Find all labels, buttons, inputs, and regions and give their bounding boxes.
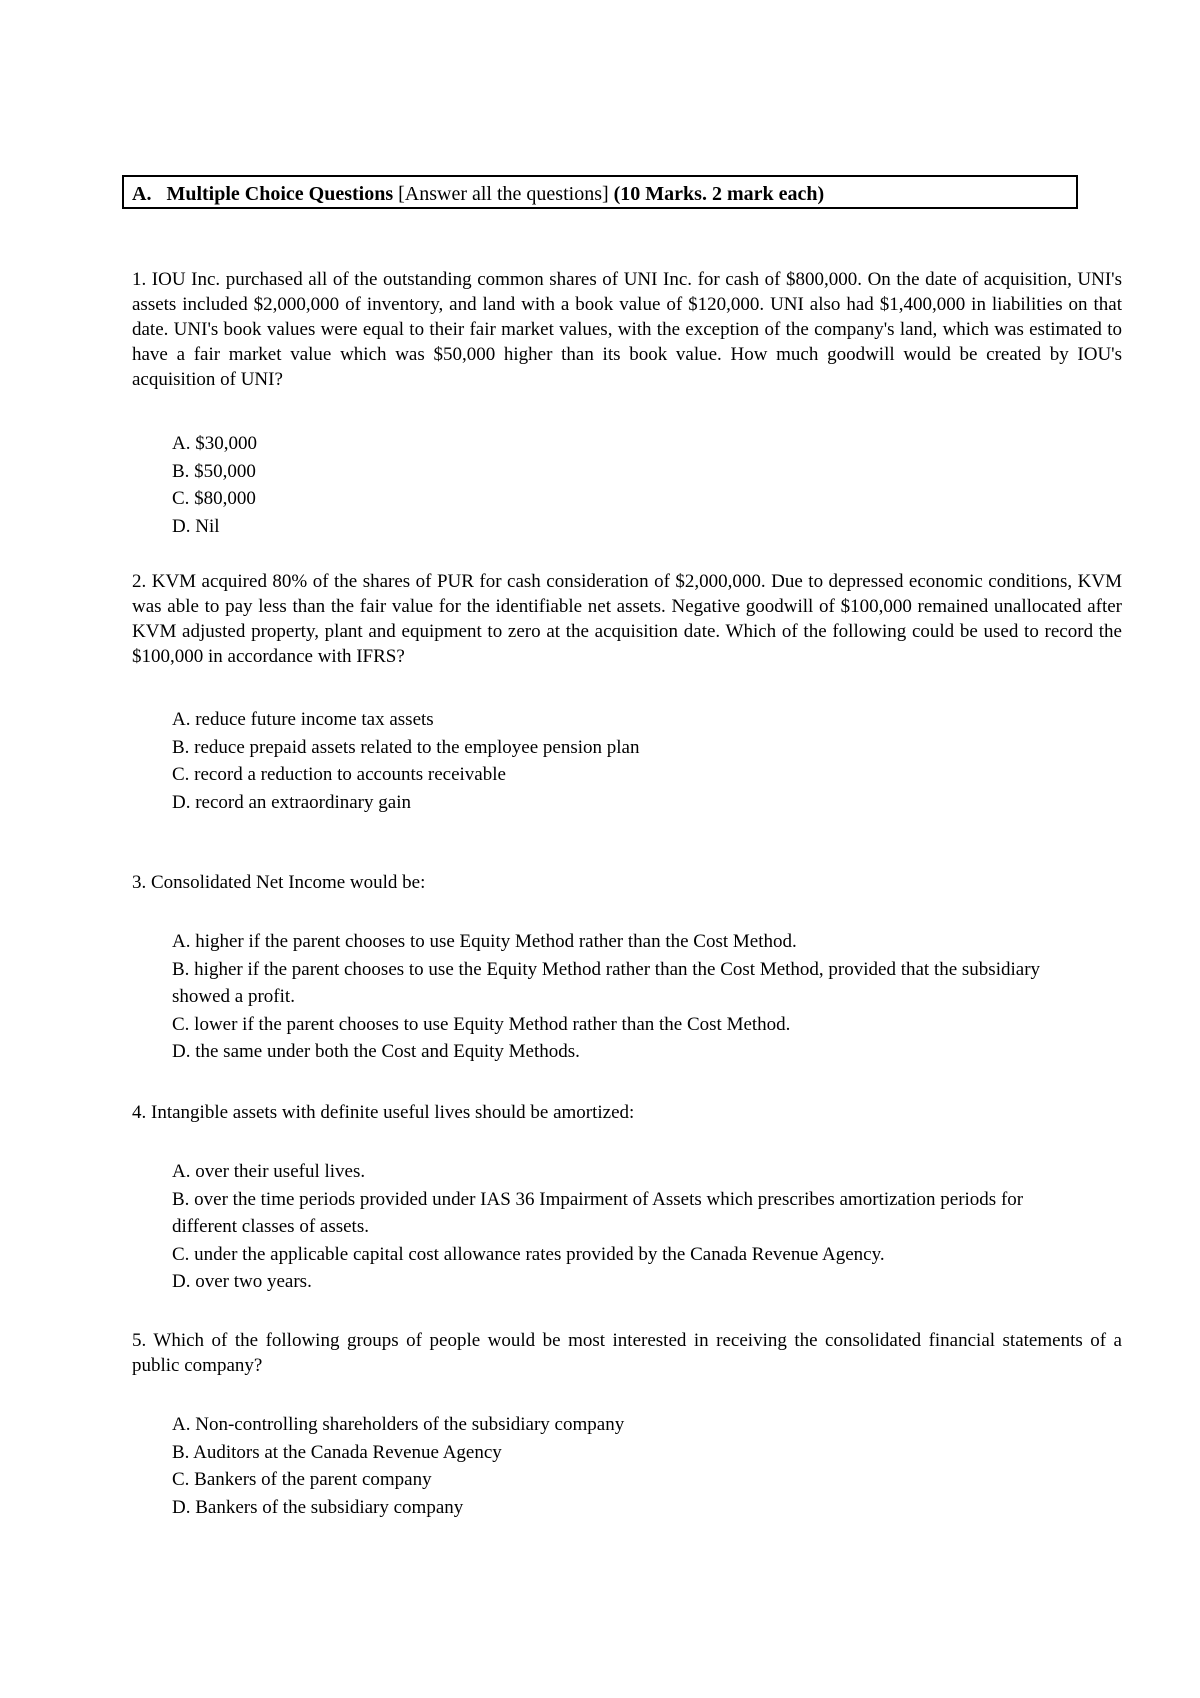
question-5-option-c: C. Bankers of the parent company (172, 1469, 432, 1490)
question-2-option-b: B. reduce prepaid assets related to the employee pension plan (172, 736, 640, 758)
question-1-stem: 1. IOU Inc. purchased all of the outstanding common shares of UNI Inc. for cash of $800,000. On the date of acquisition, UNI's assets included $2,000,000 of inventory, and land with a book value of $120,000. UNI also had $1,400,000 in liabilities on that date. UNI's book values were equal to their fair market values, with the exception of the company's land, which was estimated to have a fair market value which was $50,000 higher than its book value. How much goodwill would be created by IOU's acquisition of UNI? (132, 269, 1122, 390)
question-1-options (172, 430, 1072, 540)
question-5-stem: 5. Which of the following groups of people would be most interested in receiving the consolidated financial statements of a public company? (132, 1330, 1122, 1376)
question-2-stem: 2. KVM acquired 80% of the shares of PUR for cash consideration of $2,000,000. Due to depressed economic conditions, KVM was able to pay less than the fair value for the identifiable net assets. Negative goodwill of $100,000 remained unallocated after KVM adjusted property, plant and equipment to zero at the acquisition date. Which of the following could be used to record the $100,000 in accordance with IFRS? (132, 571, 1122, 667)
section-marks: (10 Marks. 2 mark each) (613, 183, 825, 205)
question-4-option-d: D. over two years. (172, 1271, 312, 1292)
question-4-options (172, 1158, 1072, 1296)
question-3-option-c: C. lower if the parent chooses to use Equity Method rather than the Cost Method. (172, 1013, 791, 1035)
question-1-option-a: A. $30,000 (172, 433, 257, 454)
question-1-option-b: B. $50,000 (172, 460, 256, 482)
question-5-option-d: D. Bankers of the subsidiary company (172, 1496, 464, 1518)
section-header-box (122, 175, 1078, 209)
question-1-option-d: D. Nil (172, 515, 220, 537)
question-4-option-c: C. under the applicable capital cost allowance rates provided by the Canada Revenue Agency. (172, 1243, 885, 1265)
section-instruction: [Answer all the questions] (398, 183, 609, 205)
question-4-option-a: A. over their useful lives. (172, 1161, 366, 1182)
question-5-option-a: A. Non-controlling shareholders of the subsidiary company (172, 1414, 625, 1435)
question-3-options (172, 928, 1072, 1066)
question-4-option-b: B. over the time periods provided under IAS 36 Impairment of Assets which prescribes amortization periods for different classes of assets. (172, 1188, 1024, 1237)
question-5-option-b: B. Auditors at the Canada Revenue Agency (172, 1441, 502, 1463)
question-3-option-d: D. the same under both the Cost and Equity Methods. (172, 1041, 580, 1062)
question-3-option-a: A. higher if the parent chooses to use Equity Method rather than the Cost Method. (172, 931, 797, 952)
question-4-stem: 4. Intangible assets with definite useful lives should be amortized: (132, 1102, 635, 1123)
question-3-stem: 3. Consolidated Net Income would be: (132, 872, 426, 893)
question-2-option-a: A. reduce future income tax assets (172, 709, 434, 730)
question-3-option-b: B. higher if the parent chooses to use the Equity Method rather than the Cost Method, provided that the subsidiary showed a profit. (172, 958, 1041, 1007)
question-2-options (172, 706, 1072, 816)
question-2-option-d: D. record an extraordinary gain (172, 791, 411, 813)
question-1-option-c: C. $80,000 (172, 488, 256, 509)
question-5-options (172, 1411, 1072, 1521)
section-title: Multiple Choice Questions (166, 183, 394, 205)
section-letter: A. (132, 183, 152, 205)
question-2-option-c: C. record a reduction to accounts receivable (172, 764, 506, 785)
